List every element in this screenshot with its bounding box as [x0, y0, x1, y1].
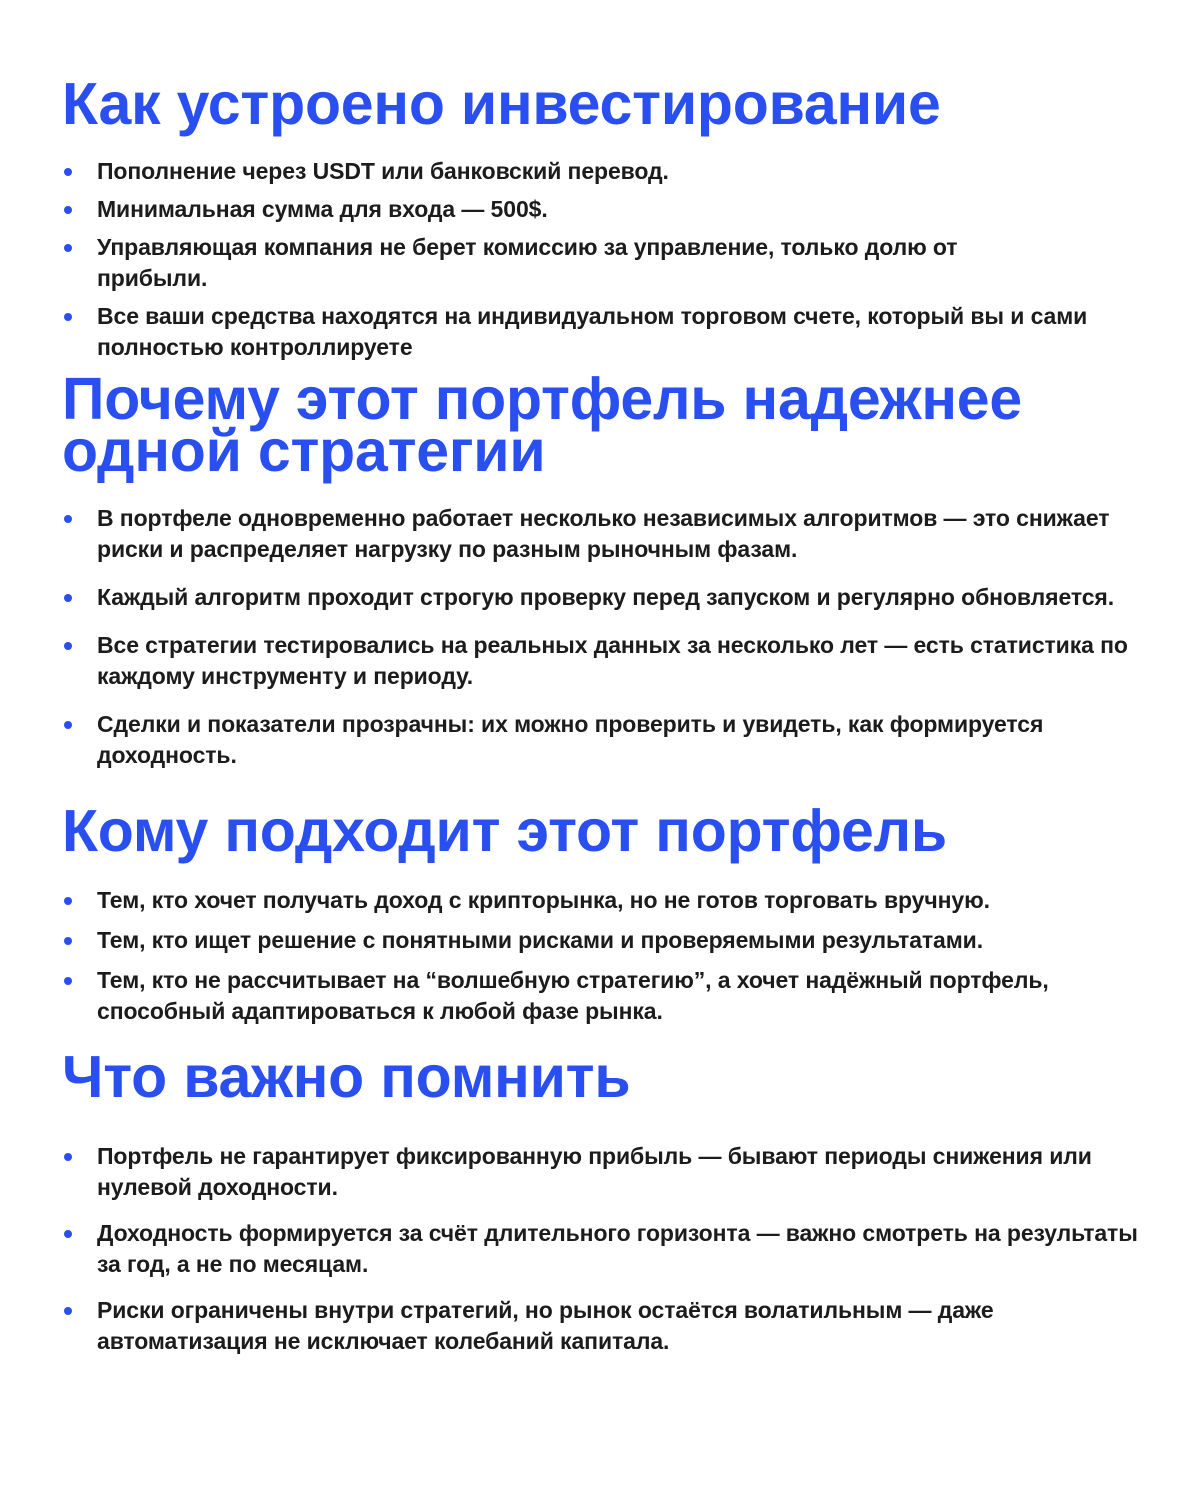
list-item-text: Управляющая компания не берет комиссию за управление, только долю от прибыли. — [97, 234, 958, 291]
list-item — [62, 301, 1160, 363]
list-item-text: Тем, кто ищет решение с понятными рисками и проверяемыми результатами. — [97, 927, 983, 953]
section-heading-line: одной стратегии — [62, 418, 546, 484]
list-item — [62, 1218, 1160, 1280]
list-item-text: Все стратегии тестировались на реальных данных за несколько лет — есть статистика по каждому инструменту и периоду. — [97, 632, 1128, 689]
list-item — [62, 194, 1160, 225]
list-item-text: Портфель не гарантирует фиксированную прибыль — бывают периоды снижения или нулевой доходности. — [97, 1143, 1092, 1200]
list-item-text: Пополнение через USDT или банковский перевод. — [97, 158, 669, 184]
bullet-list — [62, 156, 1160, 363]
section-heading: Что важно помнить — [62, 1044, 631, 1110]
bullet-dot-icon — [64, 313, 72, 321]
list-item-text: В портфеле одновременно работает несколько независимых алгоритмов — это снижает риски и распределяет нагрузку по разным рыночным фазам. — [97, 505, 1110, 562]
section-how-investing-works — [62, 71, 1160, 363]
list-item — [62, 503, 1160, 565]
bullet-dot-icon — [64, 721, 72, 729]
list-item-text: Все ваши средства находятся на индивидуальном торговом счете, который вы и сами полностью контроллируете — [97, 303, 1088, 360]
section-what-to-remember — [62, 1044, 1160, 1357]
section-who-portfolio-suits — [62, 798, 1160, 1027]
section-heading — [62, 366, 1160, 484]
bullet-list — [62, 885, 1160, 1027]
list-item-text: Риски ограничены внутри стратегий, но рынок остаётся волатильным — даже автоматизация не исключает колебаний капитала. — [97, 1297, 994, 1354]
list-item — [62, 1295, 1160, 1357]
bullet-dot-icon — [64, 937, 72, 945]
section-why-portfolio-reliable — [62, 366, 1160, 771]
list-item — [62, 630, 1160, 692]
bullet-dot-icon — [64, 897, 72, 905]
list-item — [62, 965, 1160, 1027]
list-item — [62, 232, 1037, 294]
section-heading-line: Почему этот портфель надежнее — [62, 366, 1022, 432]
bullet-dot-icon — [64, 515, 72, 523]
section-heading: Как устроено инвестирование — [62, 71, 941, 137]
bullet-dot-icon — [64, 168, 72, 176]
list-item-text: Доходность формируется за счёт длительного горизонта — важно смотреть на результаты за год, а не по месяцам. — [97, 1220, 1138, 1277]
bullet-dot-icon — [64, 642, 72, 650]
section-heading: Кому подходит этот портфель — [62, 798, 947, 864]
bullet-dot-icon — [64, 206, 72, 214]
bullet-dot-icon — [64, 594, 72, 602]
bullet-list — [62, 503, 1160, 771]
list-item — [62, 885, 1160, 916]
list-item-text: Тем, кто хочет получать доход с крипторынка, но не готов торговать вручную. — [97, 887, 990, 913]
list-item-text: Тем, кто не рассчитывает на “волшебную стратегию”, а хочет надёжный портфель, способный адаптироваться к любой фазе рынка. — [97, 967, 1049, 1024]
bullet-dot-icon — [64, 1307, 72, 1315]
list-item-text: Минимальная сумма для входа — 500$. — [97, 196, 548, 222]
list-item — [62, 925, 1160, 956]
bullet-dot-icon — [64, 1230, 72, 1238]
bullet-dot-icon — [64, 244, 72, 252]
list-item-text: Каждый алгоритм проходит строгую проверку перед запуском и регулярно обновляется. — [97, 584, 1115, 610]
bullet-dot-icon — [64, 1153, 72, 1161]
bullet-dot-icon — [64, 977, 72, 985]
list-item — [62, 582, 1160, 613]
list-item — [62, 156, 1160, 187]
list-item — [62, 1141, 1160, 1203]
list-item-text: Сделки и показатели прозрачны: их можно проверить и увидеть, как формируется доходность. — [97, 711, 1044, 768]
bullet-list — [62, 1141, 1160, 1357]
list-item — [62, 709, 1097, 771]
